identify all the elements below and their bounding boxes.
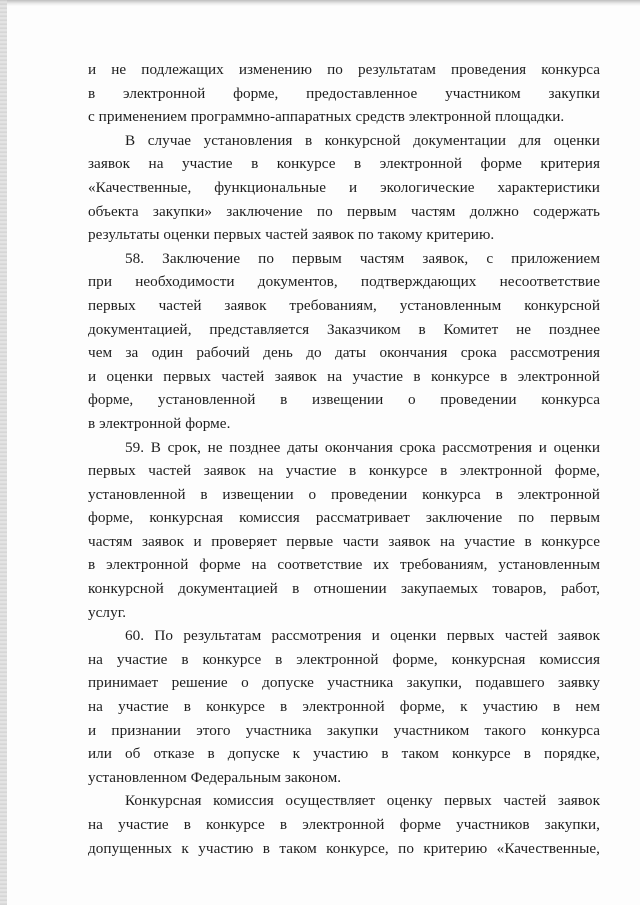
text-line: на участие в конкурсе в электронной форме, к участию в нем — [88, 698, 600, 716]
text-line: В случае установления в конкурсной документации для оценки — [125, 131, 600, 149]
text-line: установленном Федеральным законом. — [88, 768, 342, 786]
text-line: 60. По результатам рассмотрения и оценки первых частей заявок — [125, 627, 600, 645]
text-line: форме, установленной в извещении о проведении конкурса — [88, 391, 600, 409]
text-line: в электронной форме, предоставленное участником закупки — [88, 84, 600, 102]
text-line: в электронной форме на соответствие их требованиям, установленным — [88, 556, 600, 574]
text-line: или об отказе в допуске к участию в таком конкурсе в порядке, — [88, 745, 600, 763]
text-line: документацией, представляется Заказчиком в Комитет не позднее — [88, 320, 600, 338]
text-line: принимает решение о допуске участника закупки, подавшего заявку — [88, 674, 600, 692]
text-line: и признании этого участника закупки участником такого конкурса — [88, 721, 600, 739]
text-line: при необходимости документов, подтверждающих несоответствие — [88, 273, 600, 291]
text-line: на участие в конкурсе в электронной форме участников закупки, — [88, 816, 600, 833]
text-line: и оценки первых частей заявок на участие в конкурсе в электронной — [88, 367, 600, 385]
text-line: на участие в конкурсе в электронной форме, конкурсная комиссия — [88, 650, 600, 668]
text-line: 58. Заключение по первым частям заявок, с приложением — [125, 249, 600, 267]
text-line: конкурсной документацией в отношении закупаемых товаров, работ, — [88, 580, 600, 598]
text-line: форме, конкурсная комиссия рассматривает заключение по первым — [88, 509, 600, 527]
text-line: Конкурсная комиссия осуществляет оценку первых частей заявок — [125, 792, 600, 810]
text-line: «Качественные, функциональные и экологические характеристики — [88, 178, 600, 196]
text-line: 59. В срок, не позднее даты окончания срока рассмотрения и оценки — [125, 438, 600, 456]
text-line: результаты оценки первых частей заявок по такому критерию. — [88, 226, 495, 244]
scan-top-edge — [0, 0, 640, 6]
text-line: частям заявок и проверяет первые части заявок на участие в конкурсе — [88, 532, 600, 550]
text-line: установленной в извещении о проведении конкурса в электронной — [88, 485, 600, 503]
text-line: первых частей заявок требованиям, установленным конкурсной — [88, 296, 600, 314]
text-line: с применением программно-аппаратных средств электронной площадки. — [88, 108, 565, 126]
text-line: допущенных к участию в таком конкурсе, по критерию «Качественные, — [88, 839, 600, 857]
text-line: первых частей заявок на участие в конкурсе в электронной форме, — [88, 462, 600, 480]
text-line: чем за один рабочий день до даты окончания срока рассмотрения — [88, 344, 600, 362]
text-line: заявок на участие в конкурсе в электронной форме критерия — [88, 155, 600, 173]
text-line: объекта закупки» заключение по первым частям должно содержать — [88, 202, 600, 220]
text-line: и не подлежащих изменению по результатам проведения конкурса — [88, 61, 600, 78]
text-line: в электронной форме. — [88, 414, 231, 432]
text-line: услуг. — [88, 603, 127, 621]
scan-left-edge — [0, 0, 7, 905]
document-body — [88, 58, 600, 860]
